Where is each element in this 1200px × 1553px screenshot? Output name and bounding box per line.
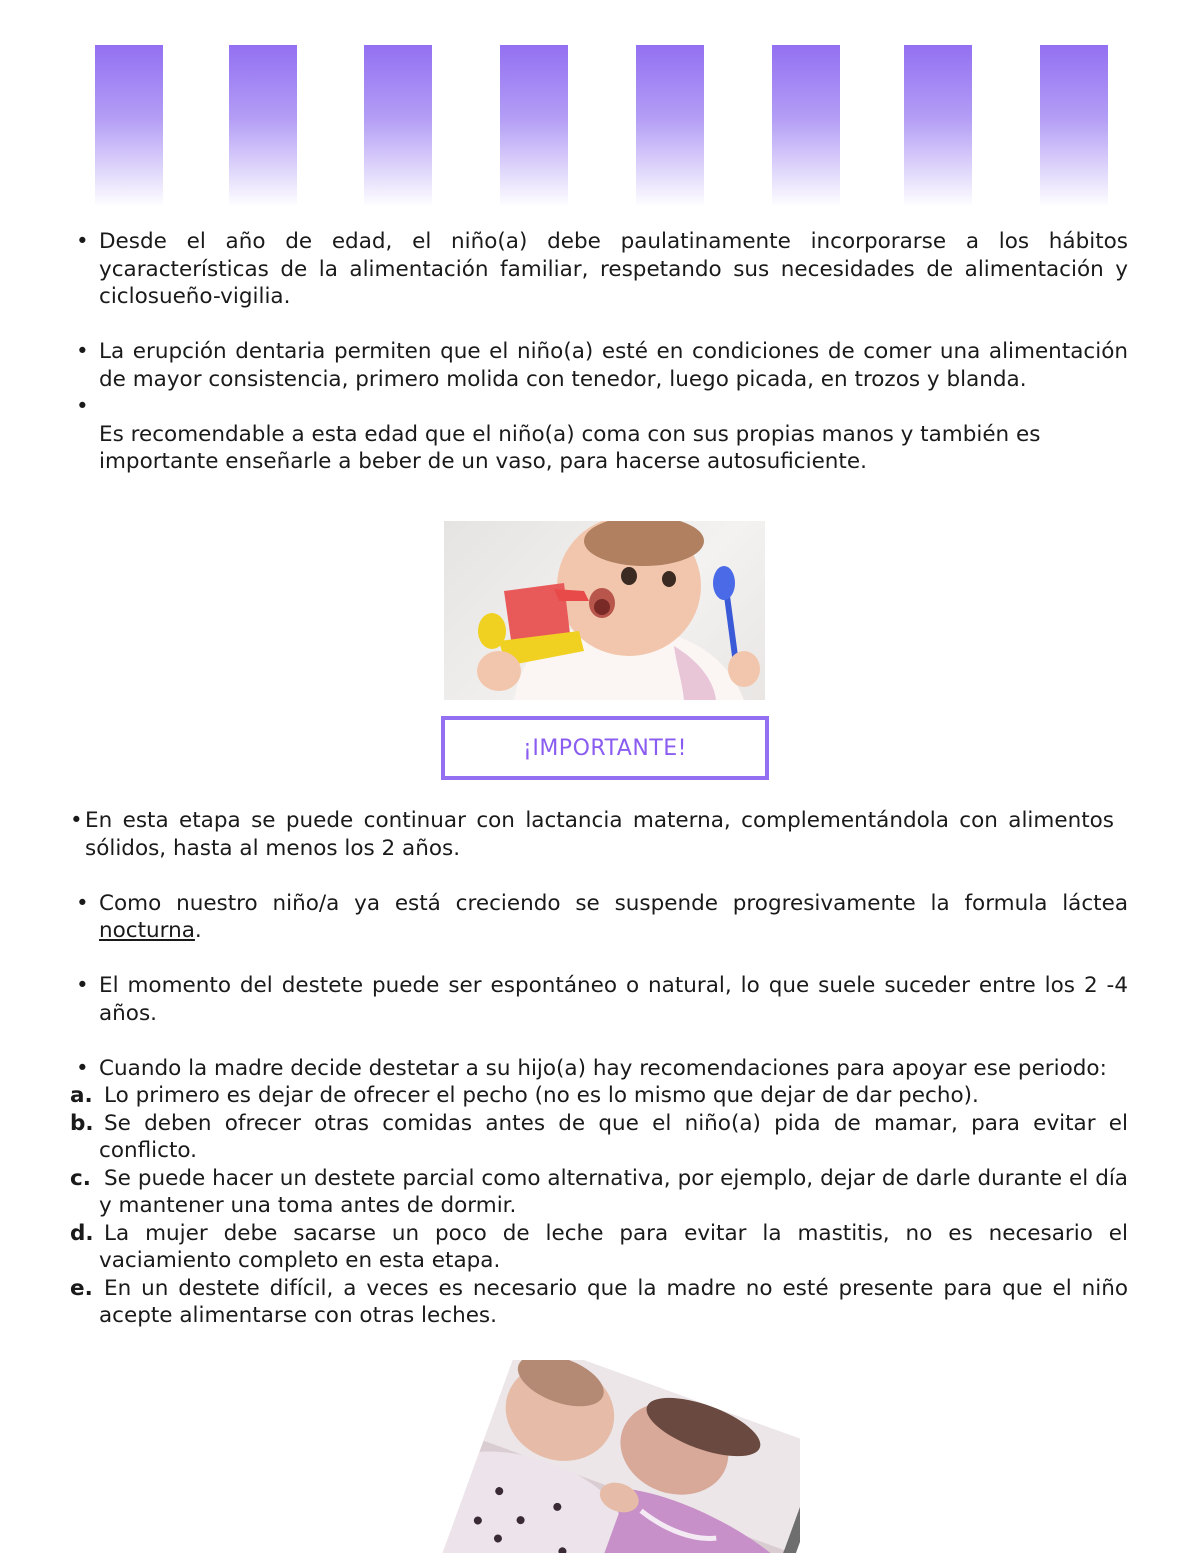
bullet-icon: • (76, 339, 89, 364)
list-item (70, 393, 1128, 421)
mother-baby-photo (430, 1360, 800, 1553)
list-item-text-end: . (194, 918, 202, 943)
baby-drinking-photo (444, 521, 765, 700)
lettered-item (70, 1165, 1128, 1220)
list-item-text: Es recomendable a esta edad que el niño(a) coma con sus propias manos y también es importante enseñarle a beber de un vaso, para hacerse autosuficiente. (99, 421, 1041, 474)
header-stripe (904, 45, 972, 207)
lettered-item-text: La mujer debe sacarse un poco de leche para evitar la mastitis, no es necesario el vaciamiento completo en esta etapa. (99, 1220, 1128, 1273)
header-stripe (500, 45, 568, 207)
lettered-item-text: Lo primero es dejar de ofrecer el pecho (no es lo mismo que dejar de dar pecho). (104, 1083, 979, 1108)
list-item-underlined-text: nocturna (99, 918, 195, 943)
list-item-text: Cuando la madre decide destetar a su hijo(a) hay recomendaciones para apoyar ese periodo: (99, 1055, 1107, 1081)
letter-label: b. (70, 1110, 94, 1136)
list-item (70, 338, 1128, 393)
bullet-icon: • (70, 808, 83, 833)
list-item (70, 228, 1128, 311)
header-stripe (364, 45, 432, 207)
list-item (70, 1055, 1128, 1083)
list-item (70, 890, 1128, 945)
lettered-item-text: En un destete difícil, a veces es necesario que la madre no esté presente para que el niño acepte alimentarse con otras leches. (99, 1275, 1128, 1328)
list-item-text: El momento del destete puede ser espontáneo o natural, lo que suele suceder entre los 2 -4 años. (99, 973, 1128, 1026)
header-stripe (1040, 45, 1108, 207)
bullet-icon: • (76, 229, 89, 254)
list-item-text: Desde el año de edad, el niño(a) debe paulatinamente incorporarse a los hábitos ycaracterísticas de la alimentación familiar, respetando sus necesidades de alimentación y ciclosueño-vigilia. (99, 229, 1128, 309)
list-item (70, 972, 1128, 1027)
header-stripe (772, 45, 840, 207)
baby-drinking-from-cup-icon (444, 521, 765, 700)
header-stripe (636, 45, 704, 207)
lettered-item (70, 1082, 1128, 1110)
list-item-text: Como nuestro niño/a ya está creciendo se suspende progresivamente la formula láctea (99, 890, 1128, 916)
list-item (70, 807, 1128, 862)
bullet-icon: • (76, 394, 89, 419)
list-item-continuation (70, 421, 1128, 476)
lettered-item (70, 1220, 1128, 1275)
list-item-text: La erupción dentaria permiten que el niño(a) esté en condiciones de comer una alimentación de mayor consistencia, primero molida con tenedor, luego picada, en trozos y blanda. (99, 339, 1128, 392)
list-item-text: En esta etapa se puede continuar con lactancia materna, complementándola con alimentos sólidos, hasta al menos los 2 años. (85, 808, 1114, 861)
lettered-item (70, 1110, 1128, 1165)
header-stripe (95, 45, 163, 207)
letter-label: a. (70, 1083, 93, 1108)
weaning-bullet-list (70, 807, 1128, 1330)
lettered-item (70, 1275, 1128, 1330)
lettered-item-text: Se deben ofrecer otras comidas antes de que el niño(a) pida de mamar, para evitar el conflicto. (99, 1110, 1128, 1163)
letter-label: c. (70, 1165, 91, 1191)
important-box (441, 716, 769, 780)
intro-bullet-list (70, 228, 1128, 476)
bullet-icon: • (76, 1055, 89, 1081)
letter-label: d. (70, 1220, 94, 1246)
bullet-icon: • (76, 890, 89, 916)
important-label: ¡IMPORTANTE! (523, 735, 687, 761)
bullet-icon: • (76, 973, 89, 998)
mother-and-baby-icon (430, 1360, 800, 1553)
letter-label: e. (70, 1275, 93, 1301)
lettered-item-text: Se puede hacer un destete parcial como alternativa, por ejemplo, dejar de darle durante el día y mantener una toma antes de dormir. (99, 1165, 1128, 1218)
header-stripe (229, 45, 297, 207)
